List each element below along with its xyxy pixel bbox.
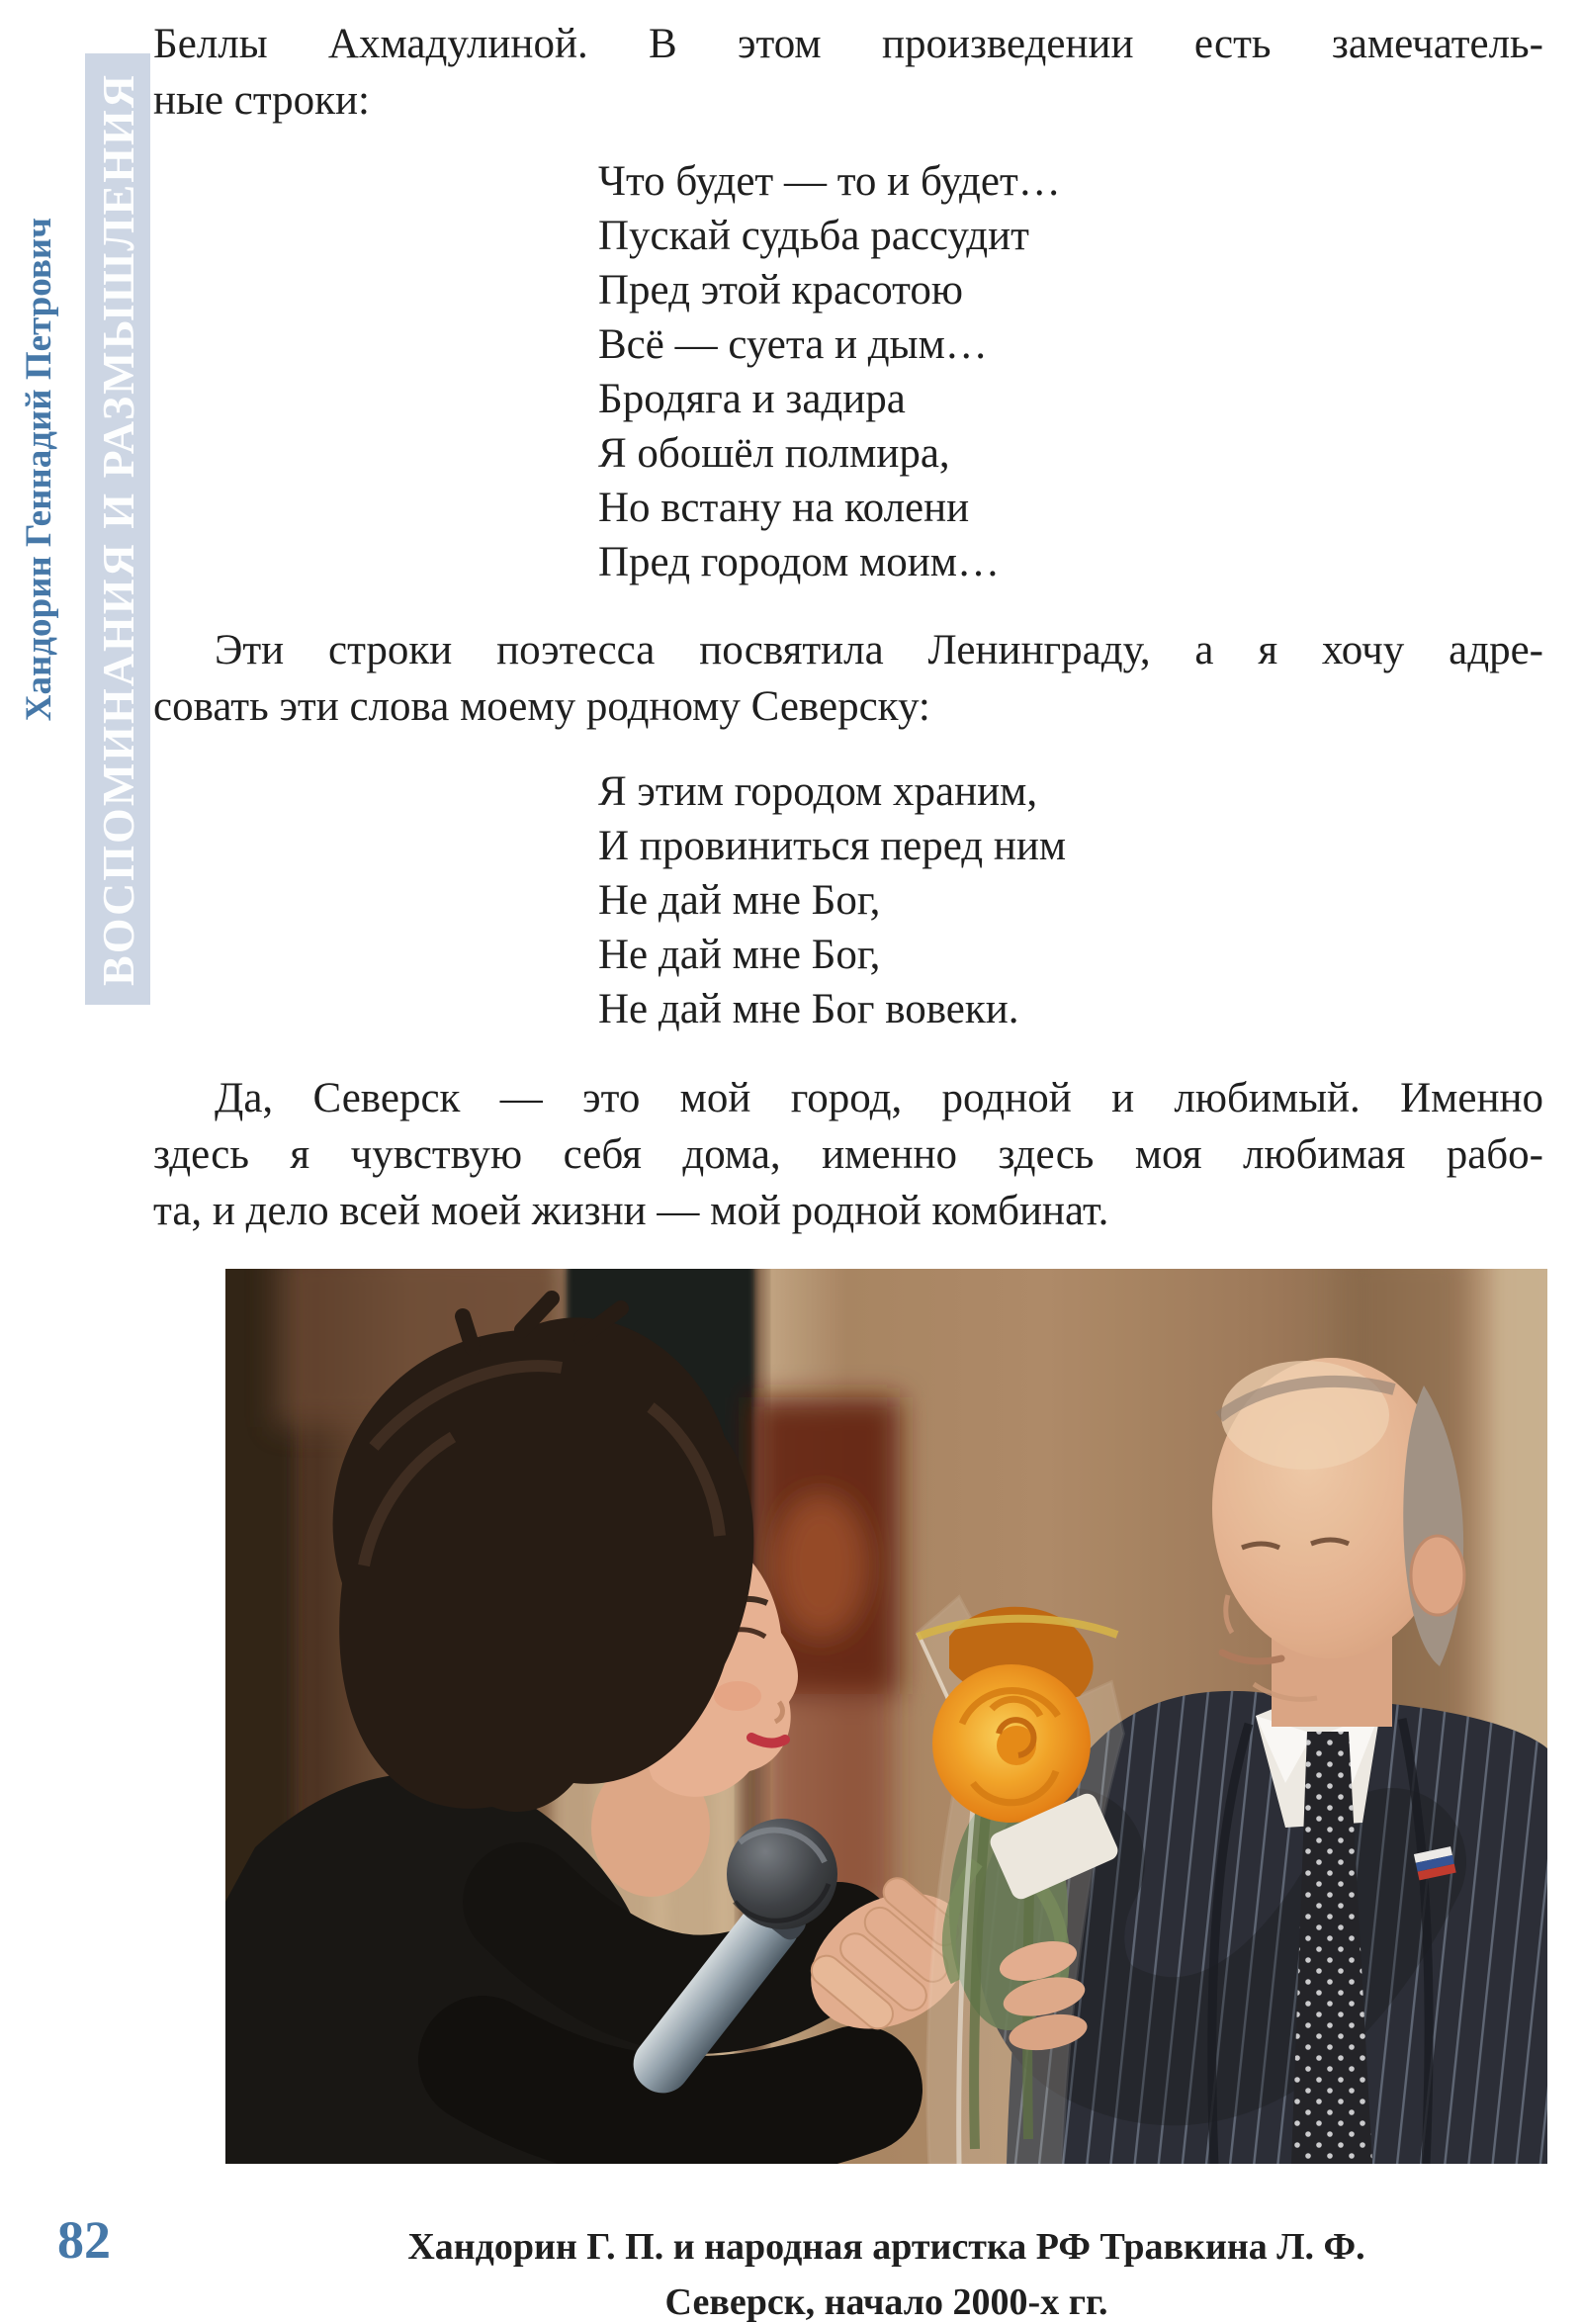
text-line: та, и дело всей моей жизни — мой родной комбинат. [153,1188,1109,1234]
poem-line: Пускай судьба рассудит [598,213,1029,259]
main-text-column [153,16,1543,2324]
paragraph-3 [153,1070,1543,1239]
poem-line: Не дай мне Бог вовеки. [598,986,1019,1032]
poem-2 [598,764,1543,1036]
poem-line: Что будет — то и будет… [598,158,1061,205]
paragraph-2 [153,622,1543,735]
poem-line: Всё — суета и дым… [598,321,988,368]
poem-line: Не дай мне Бог, [598,932,881,978]
poem-line: Пред городом моим… [598,539,1000,585]
sidebar-band [85,53,150,1005]
photo-image [225,1269,1547,2164]
paragraph-1 [153,16,1543,129]
photo [225,1269,1547,2164]
poem-line: Пред этой красотою [598,267,963,313]
photo-caption-line: Северск, начало 2000-х гг. [664,2281,1108,2323]
text-line: совать эти слова моему родному Северску: [153,683,930,730]
sidebar-band-title: ВОСПОМИНАНИЯ И РАЗМЫШЛЕНИЯ [92,72,143,986]
poem-line: Я обошёл полмира, [598,430,950,477]
text-line: Беллы Ахмадулиной. В этом произведении есть замечатель- [153,21,1543,67]
photo-caption-line: Хандорин Г. П. и народная артистка РФ Травкина Л. Ф. [407,2226,1365,2268]
text-line: Эти строки поэтесса посвятила Ленинграду, а я хочу адре- [215,627,1543,673]
page-number: 82 [57,2210,111,2270]
poem-line: Я этим городом храним, [598,768,1038,815]
photo-caption [225,2219,1547,2324]
poem-line: Бродяга и задира [598,376,906,422]
text-line: Да, Северск — это мой город, родной и любимый. Именно [215,1075,1543,1121]
sidebar-author-label: Хандорин Геннадий Петрович [18,218,59,722]
poem-line: Но встану на колени [598,485,970,531]
poem-line: И провиниться перед ним [598,823,1067,869]
poem-line: Не дай мне Бог, [598,877,881,924]
sidebar-author [6,198,71,742]
text-line: здесь я чувствую себя дома, именно здесь моя любимая рабо- [153,1131,1543,1178]
text-line: ные строки: [153,77,370,124]
poem-1 [598,154,1543,589]
